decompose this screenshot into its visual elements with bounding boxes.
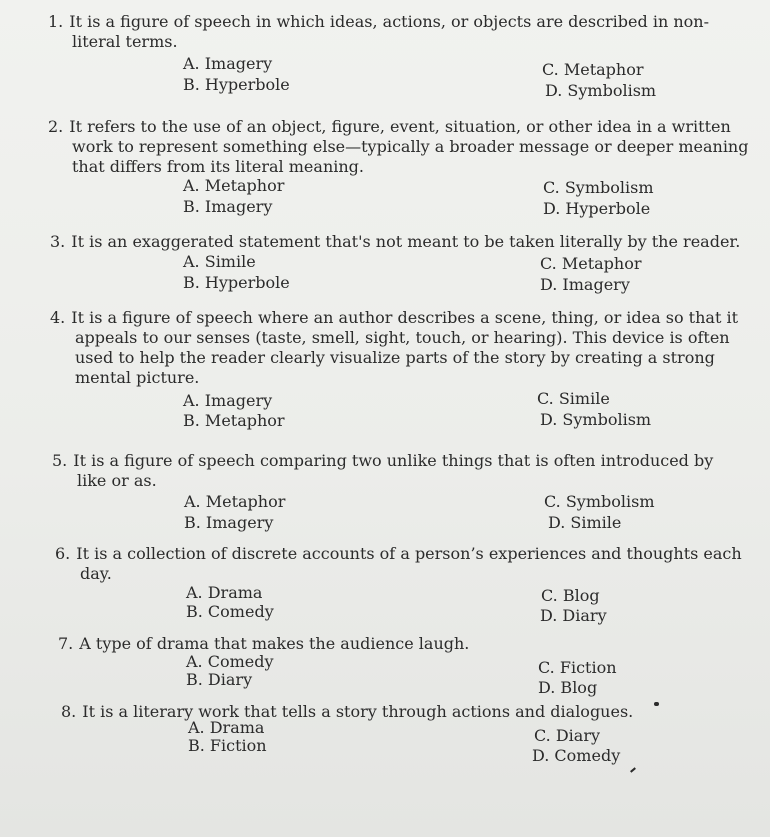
question-stem <box>50 232 740 252</box>
stem-line: day. <box>80 564 112 583</box>
question-stem <box>52 451 713 491</box>
option-c[interactable]: C. Symbolism <box>544 492 655 511</box>
option-d[interactable]: D. Hyperbole <box>543 199 651 218</box>
pen-dot-mark <box>654 702 659 706</box>
option-c[interactable]: C. Simile <box>537 389 610 408</box>
question-number: 2. <box>48 117 64 136</box>
pen-stroke-mark <box>630 767 636 772</box>
question-stem <box>50 308 738 388</box>
option-a[interactable]: A. Drama <box>188 718 265 737</box>
option-b[interactable]: B. Hyperbole <box>183 273 290 292</box>
stem-line: literal terms. <box>72 32 178 51</box>
option-b[interactable]: B. Diary <box>186 670 253 689</box>
option-c[interactable]: C. Diary <box>534 726 601 745</box>
stem-line: that differs from its literal meaning. <box>72 157 364 176</box>
option-b[interactable]: B. Fiction <box>188 736 267 755</box>
option-d[interactable]: D. Symbolism <box>540 410 652 429</box>
question-stem <box>61 702 633 722</box>
question-number: 3. <box>50 232 66 251</box>
question-stem <box>55 544 742 584</box>
question-number: 1. <box>48 12 64 31</box>
option-a[interactable]: A. Metaphor <box>183 176 285 195</box>
stem-line: It is a literary work that tells a story through actions and dialogues. <box>82 702 634 721</box>
option-b[interactable]: B. Metaphor <box>183 411 285 430</box>
option-d[interactable]: D. Comedy <box>532 746 621 765</box>
option-d[interactable]: D. Imagery <box>540 275 630 294</box>
question-number: 5. <box>52 451 68 470</box>
stem-line: It is an exaggerated statement that's not meant to be taken literally by the reader. <box>71 232 741 251</box>
stem-line: It refers to the use of an object, figure, event, situation, or other idea in a written <box>69 117 731 136</box>
option-a[interactable]: A. Comedy <box>186 652 274 671</box>
option-a[interactable]: A. Metaphor <box>184 492 286 511</box>
option-b[interactable]: B. Imagery <box>183 197 273 216</box>
question-number: 8. <box>61 702 77 721</box>
option-b[interactable]: B. Hyperbole <box>183 75 290 94</box>
option-c[interactable]: C. Metaphor <box>542 60 644 79</box>
stem-line: like or as. <box>77 471 157 490</box>
option-c[interactable]: C. Fiction <box>538 658 617 677</box>
option-c[interactable]: C. Metaphor <box>540 254 642 273</box>
question-number: 7. <box>58 634 74 653</box>
option-b[interactable]: B. Imagery <box>184 513 274 532</box>
option-a[interactable]: A. Drama <box>186 583 263 602</box>
option-a[interactable]: A. Imagery <box>183 54 273 73</box>
stem-line: work to represent something else—typically a broader message or deeper meaning <box>72 137 749 156</box>
question-stem <box>48 117 748 177</box>
option-d[interactable]: D. Diary <box>540 606 607 625</box>
option-a[interactable]: A. Imagery <box>183 391 273 410</box>
stem-line: It is a figure of speech in which ideas, actions, or objects are described in non- <box>69 12 709 31</box>
stem-line: It is a figure of speech comparing two unlike things that is often introduced by <box>73 451 714 470</box>
question-number: 6. <box>55 544 71 563</box>
stem-line: It is a figure of speech where an author describes a scene, thing, or idea so that it <box>71 308 739 327</box>
option-d[interactable]: D. Symbolism <box>545 81 657 100</box>
option-d[interactable]: D. Simile <box>548 513 622 532</box>
stem-line: A type of drama that makes the audience laugh. <box>79 634 470 653</box>
option-c[interactable]: C. Symbolism <box>543 178 654 197</box>
question-stem <box>58 634 469 654</box>
option-a[interactable]: A. Simile <box>183 252 256 271</box>
option-b[interactable]: B. Comedy <box>186 602 274 621</box>
question-number: 4. <box>50 308 66 327</box>
option-c[interactable]: C. Blog <box>541 586 600 605</box>
stem-line: used to help the reader clearly visualize parts of the story by creating a strong <box>75 348 715 367</box>
question-stem <box>48 12 709 52</box>
stem-line: mental picture. <box>75 368 200 387</box>
option-d[interactable]: D. Blog <box>538 678 598 697</box>
stem-line: It is a collection of discrete accounts of a person’s experiences and thoughts each <box>76 544 742 563</box>
stem-line: appeals to our senses (taste, smell, sight, touch, or hearing). This device is often <box>75 328 730 347</box>
